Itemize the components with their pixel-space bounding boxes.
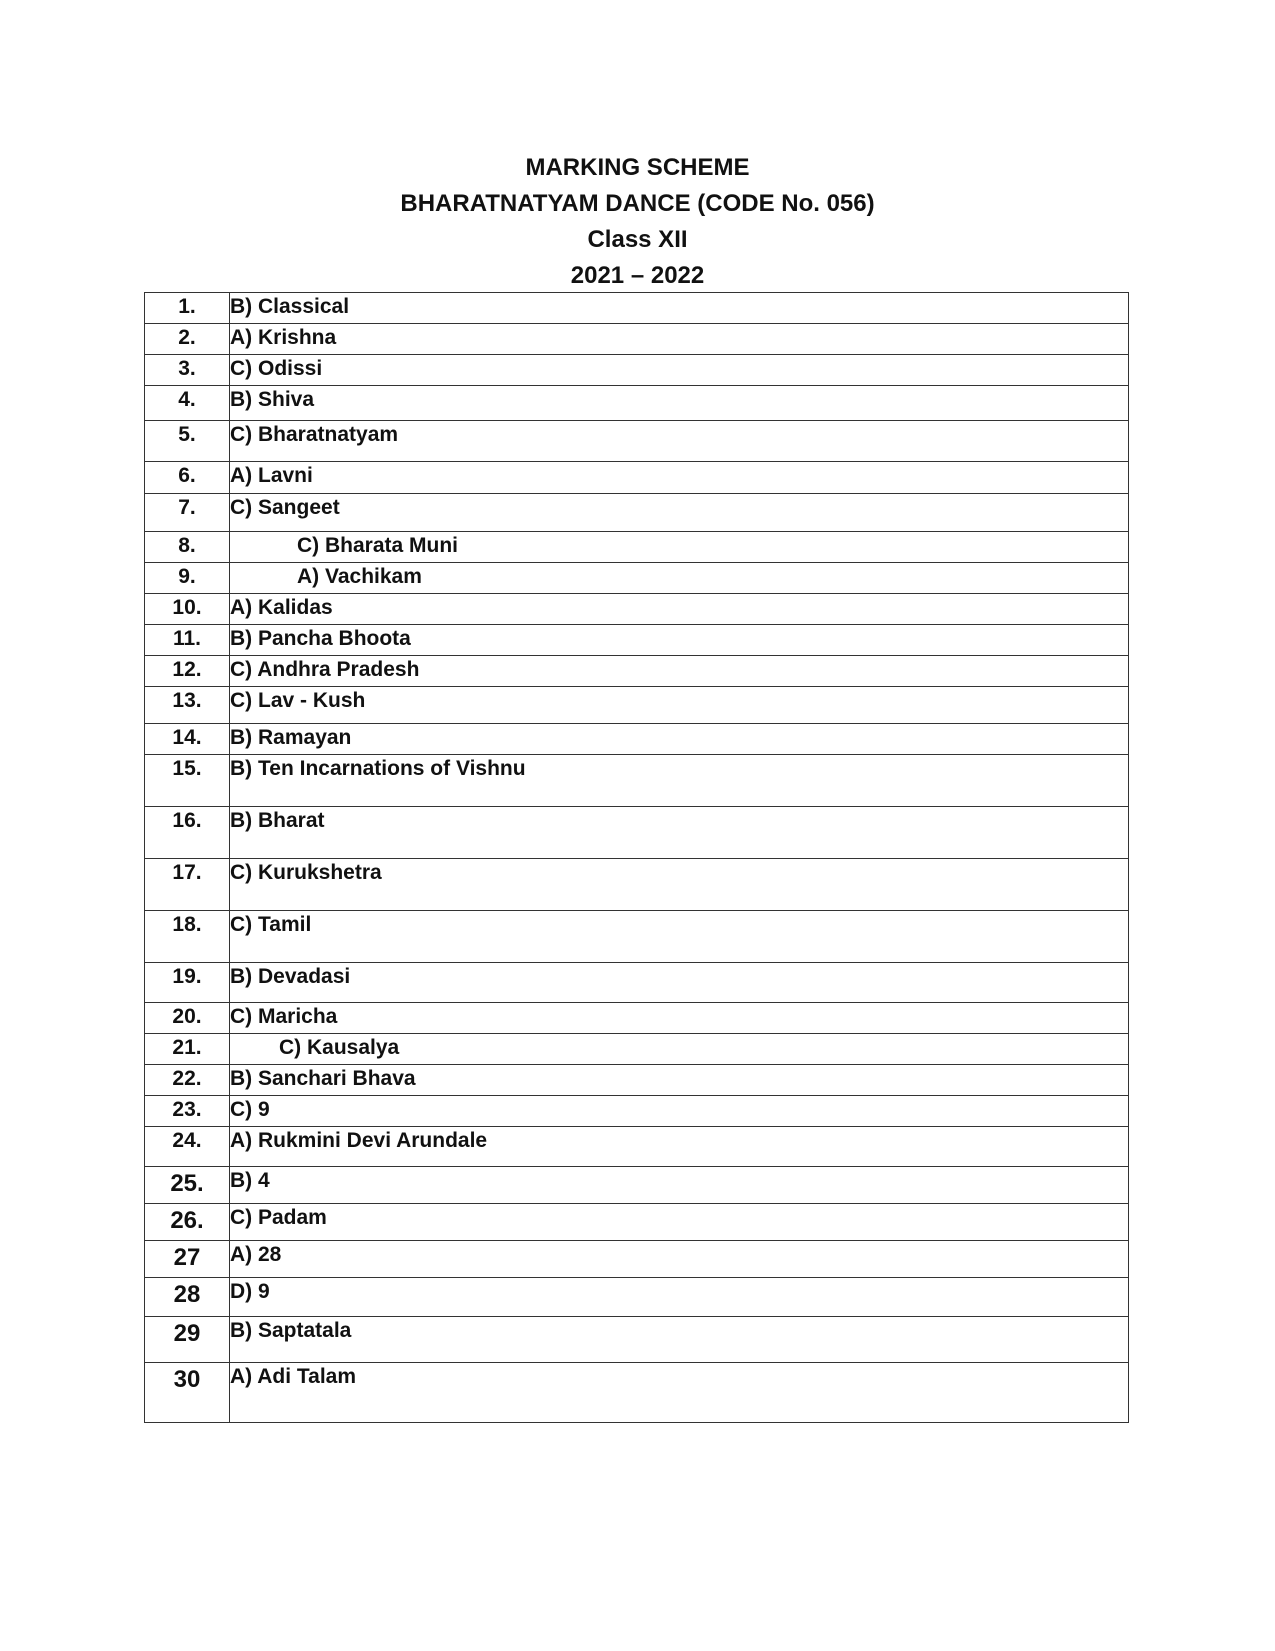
question-number: 5.: [145, 421, 230, 462]
session-year: 2021 – 2022: [570, 262, 705, 289]
table-row: [145, 1317, 1129, 1363]
answer-text: C) Odissi: [230, 355, 1129, 386]
answer-text: C) Maricha: [230, 1003, 1129, 1034]
answer-text: B) Ramayan: [230, 724, 1129, 755]
answer-text: B) Shiva: [230, 386, 1129, 421]
answer-text: B) Bharat: [230, 807, 1129, 859]
answer-text: A) Vachikam: [230, 563, 1129, 594]
question-number: 23.: [145, 1096, 230, 1127]
question-number: 11.: [145, 625, 230, 656]
question-number: 21.: [145, 1034, 230, 1065]
answer-text: B) Pancha Bhoota: [230, 625, 1129, 656]
table-row: [145, 1034, 1129, 1065]
table-row: [145, 1127, 1129, 1167]
table-row: [145, 1167, 1129, 1204]
question-number: 10.: [145, 594, 230, 625]
table-row: [145, 293, 1129, 324]
answer-text: B) Ten Incarnations of Vishnu: [230, 755, 1129, 807]
table-row: [145, 963, 1129, 1003]
answer-text: C) Sangeet: [230, 494, 1129, 532]
table-row: [145, 324, 1129, 355]
answer-text: D) 9: [230, 1278, 1129, 1317]
answer-text: C) Bharatnatyam: [230, 421, 1129, 462]
table-row: [145, 1065, 1129, 1096]
answer-text: B) Devadasi: [230, 963, 1129, 1003]
answer-text: B) Classical: [230, 293, 1129, 324]
class-label: Class XII: [587, 226, 688, 253]
table-row: [145, 386, 1129, 421]
table-row: [145, 1241, 1129, 1278]
table-row: [145, 355, 1129, 386]
answer-text: A) Rukmini Devi Arundale: [230, 1127, 1129, 1167]
answer-text: A) Krishna: [230, 324, 1129, 355]
question-number: 1.: [145, 293, 230, 324]
question-number: 6.: [145, 462, 230, 494]
question-number: 20.: [145, 1003, 230, 1034]
question-number: 14.: [145, 724, 230, 755]
question-number: 26.: [145, 1204, 230, 1241]
question-number: 16.: [145, 807, 230, 859]
table-row: [145, 532, 1129, 563]
table-row: [145, 1204, 1129, 1241]
question-number: 17.: [145, 859, 230, 911]
table-row: [145, 911, 1129, 963]
question-number: 22.: [145, 1065, 230, 1096]
answer-text: C) Padam: [230, 1204, 1129, 1241]
table-row: [145, 1278, 1129, 1317]
table-row: [145, 421, 1129, 462]
answer-text: B) Saptatala: [230, 1317, 1129, 1363]
answer-text: A) Adi Talam: [230, 1363, 1129, 1423]
question-number: 7.: [145, 494, 230, 532]
table-row: [145, 563, 1129, 594]
table-row: [145, 724, 1129, 755]
answer-text: C) Andhra Pradesh: [230, 656, 1129, 687]
question-number: 13.: [145, 687, 230, 724]
document-title: MARKING SCHEME: [525, 154, 750, 181]
table-row: [145, 807, 1129, 859]
question-number: 12.: [145, 656, 230, 687]
answer-text: C) Kurukshetra: [230, 859, 1129, 911]
answer-table: [144, 292, 1129, 1423]
question-number: 3.: [145, 355, 230, 386]
answer-text: B) 4: [230, 1167, 1129, 1204]
document-header: [0, 150, 1275, 294]
table-row: [145, 494, 1129, 532]
answer-text: A) Lavni: [230, 462, 1129, 494]
answer-text: C) 9: [230, 1096, 1129, 1127]
answer-text: C) Bharata Muni: [230, 532, 1129, 563]
question-number: 18.: [145, 911, 230, 963]
answer-text: B) Sanchari Bhava: [230, 1065, 1129, 1096]
question-number: 27: [145, 1241, 230, 1278]
answer-text: A) 28: [230, 1241, 1129, 1278]
table-row: [145, 625, 1129, 656]
table-row: [145, 687, 1129, 724]
answer-text: C) Kausalya: [230, 1034, 1129, 1065]
answer-text: C) Lav - Kush: [230, 687, 1129, 724]
question-number: 15.: [145, 755, 230, 807]
table-row: [145, 462, 1129, 494]
question-number: 24.: [145, 1127, 230, 1167]
question-number: 4.: [145, 386, 230, 421]
question-number: 2.: [145, 324, 230, 355]
table-row: [145, 1003, 1129, 1034]
table-row: [145, 859, 1129, 911]
subject-title: BHARATNATYAM DANCE (CODE No. 056): [400, 190, 875, 217]
table-row: [145, 1096, 1129, 1127]
table-row: [145, 656, 1129, 687]
question-number: 28: [145, 1278, 230, 1317]
question-number: 19.: [145, 963, 230, 1003]
question-number: 30: [145, 1363, 230, 1423]
question-number: 9.: [145, 563, 230, 594]
table-row: [145, 755, 1129, 807]
answer-text: C) Tamil: [230, 911, 1129, 963]
question-number: 29: [145, 1317, 230, 1363]
table-row: [145, 594, 1129, 625]
question-number: 8.: [145, 532, 230, 563]
question-number: 25.: [145, 1167, 230, 1204]
answer-text: A) Kalidas: [230, 594, 1129, 625]
table-row: [145, 1363, 1129, 1423]
